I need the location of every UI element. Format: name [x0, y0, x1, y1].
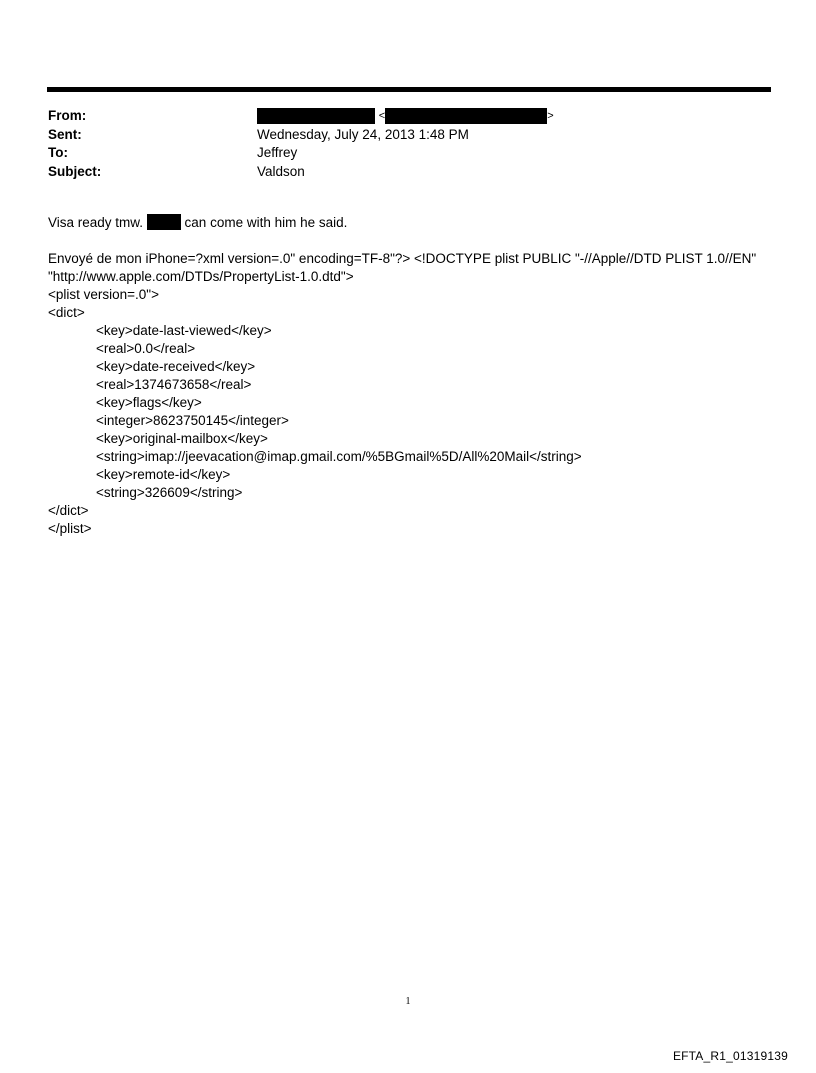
body-line: <key>date-received</key> [96, 359, 256, 374]
body-line: <key>original-mailbox</key> [96, 431, 268, 446]
subject-label: Subject: [48, 163, 102, 179]
subject-row [48, 163, 748, 182]
body-line: <integer>8623750145</integer> [96, 413, 289, 428]
body-line: <key>date-last-viewed</key> [96, 323, 272, 338]
body-line: <string>326609</string> [96, 485, 243, 500]
body-line: <dict> [48, 305, 85, 320]
subject-value: Valdson [257, 163, 305, 179]
redacted-sender-name [257, 108, 375, 124]
from-open-bracket: < [378, 110, 386, 123]
body-line: </dict> [48, 503, 89, 518]
to-row [48, 144, 748, 163]
paragraph-spacer [48, 232, 778, 250]
body-line: <string>imap://jeevacation@imap.gmail.com/%5BGmail%5D/All%20Mail</string> [96, 449, 582, 464]
header-rule [47, 87, 771, 92]
to-value: Jeffrey [257, 145, 298, 160]
body-line [48, 214, 778, 232]
body-line: </plist> [48, 521, 92, 536]
email-header [48, 107, 748, 181]
page-number: 1 [405, 996, 411, 1007]
from-value [257, 107, 554, 126]
body-text: Visa ready tmw. [48, 215, 147, 230]
body-line: Envoyé de mon iPhone=?xml version=.0" encoding=TF-8"?> <!DOCTYPE plist PUBLIC "-//Apple//DTD PLIST 1.0//EN" [48, 251, 757, 266]
body-line: <plist version=.0"> [48, 287, 159, 302]
sent-row [48, 126, 748, 145]
sent-label: Sent: [48, 126, 82, 142]
body-line: <key>remote-id</key> [96, 467, 231, 482]
redacted-name [147, 214, 181, 230]
to-label: To: [48, 145, 68, 160]
body-line: <real>0.0</real> [96, 341, 196, 356]
from-label: From: [48, 108, 87, 123]
body-line: <key>flags</key> [96, 395, 202, 410]
body-line: "http://www.apple.com/DTDs/PropertyList-1.0.dtd"> [48, 269, 354, 284]
from-close-bracket: > [547, 110, 554, 123]
from-row [48, 107, 748, 126]
body-line: <real>1374673658</real> [96, 377, 252, 392]
email-body [48, 214, 778, 538]
document-id: EFTA_R1_01319139 [672, 1049, 788, 1063]
sent-value: Wednesday, July 24, 2013 1:48 PM [257, 126, 469, 142]
body-text: can come with him he said. [180, 215, 348, 230]
redacted-sender-email [385, 108, 547, 124]
